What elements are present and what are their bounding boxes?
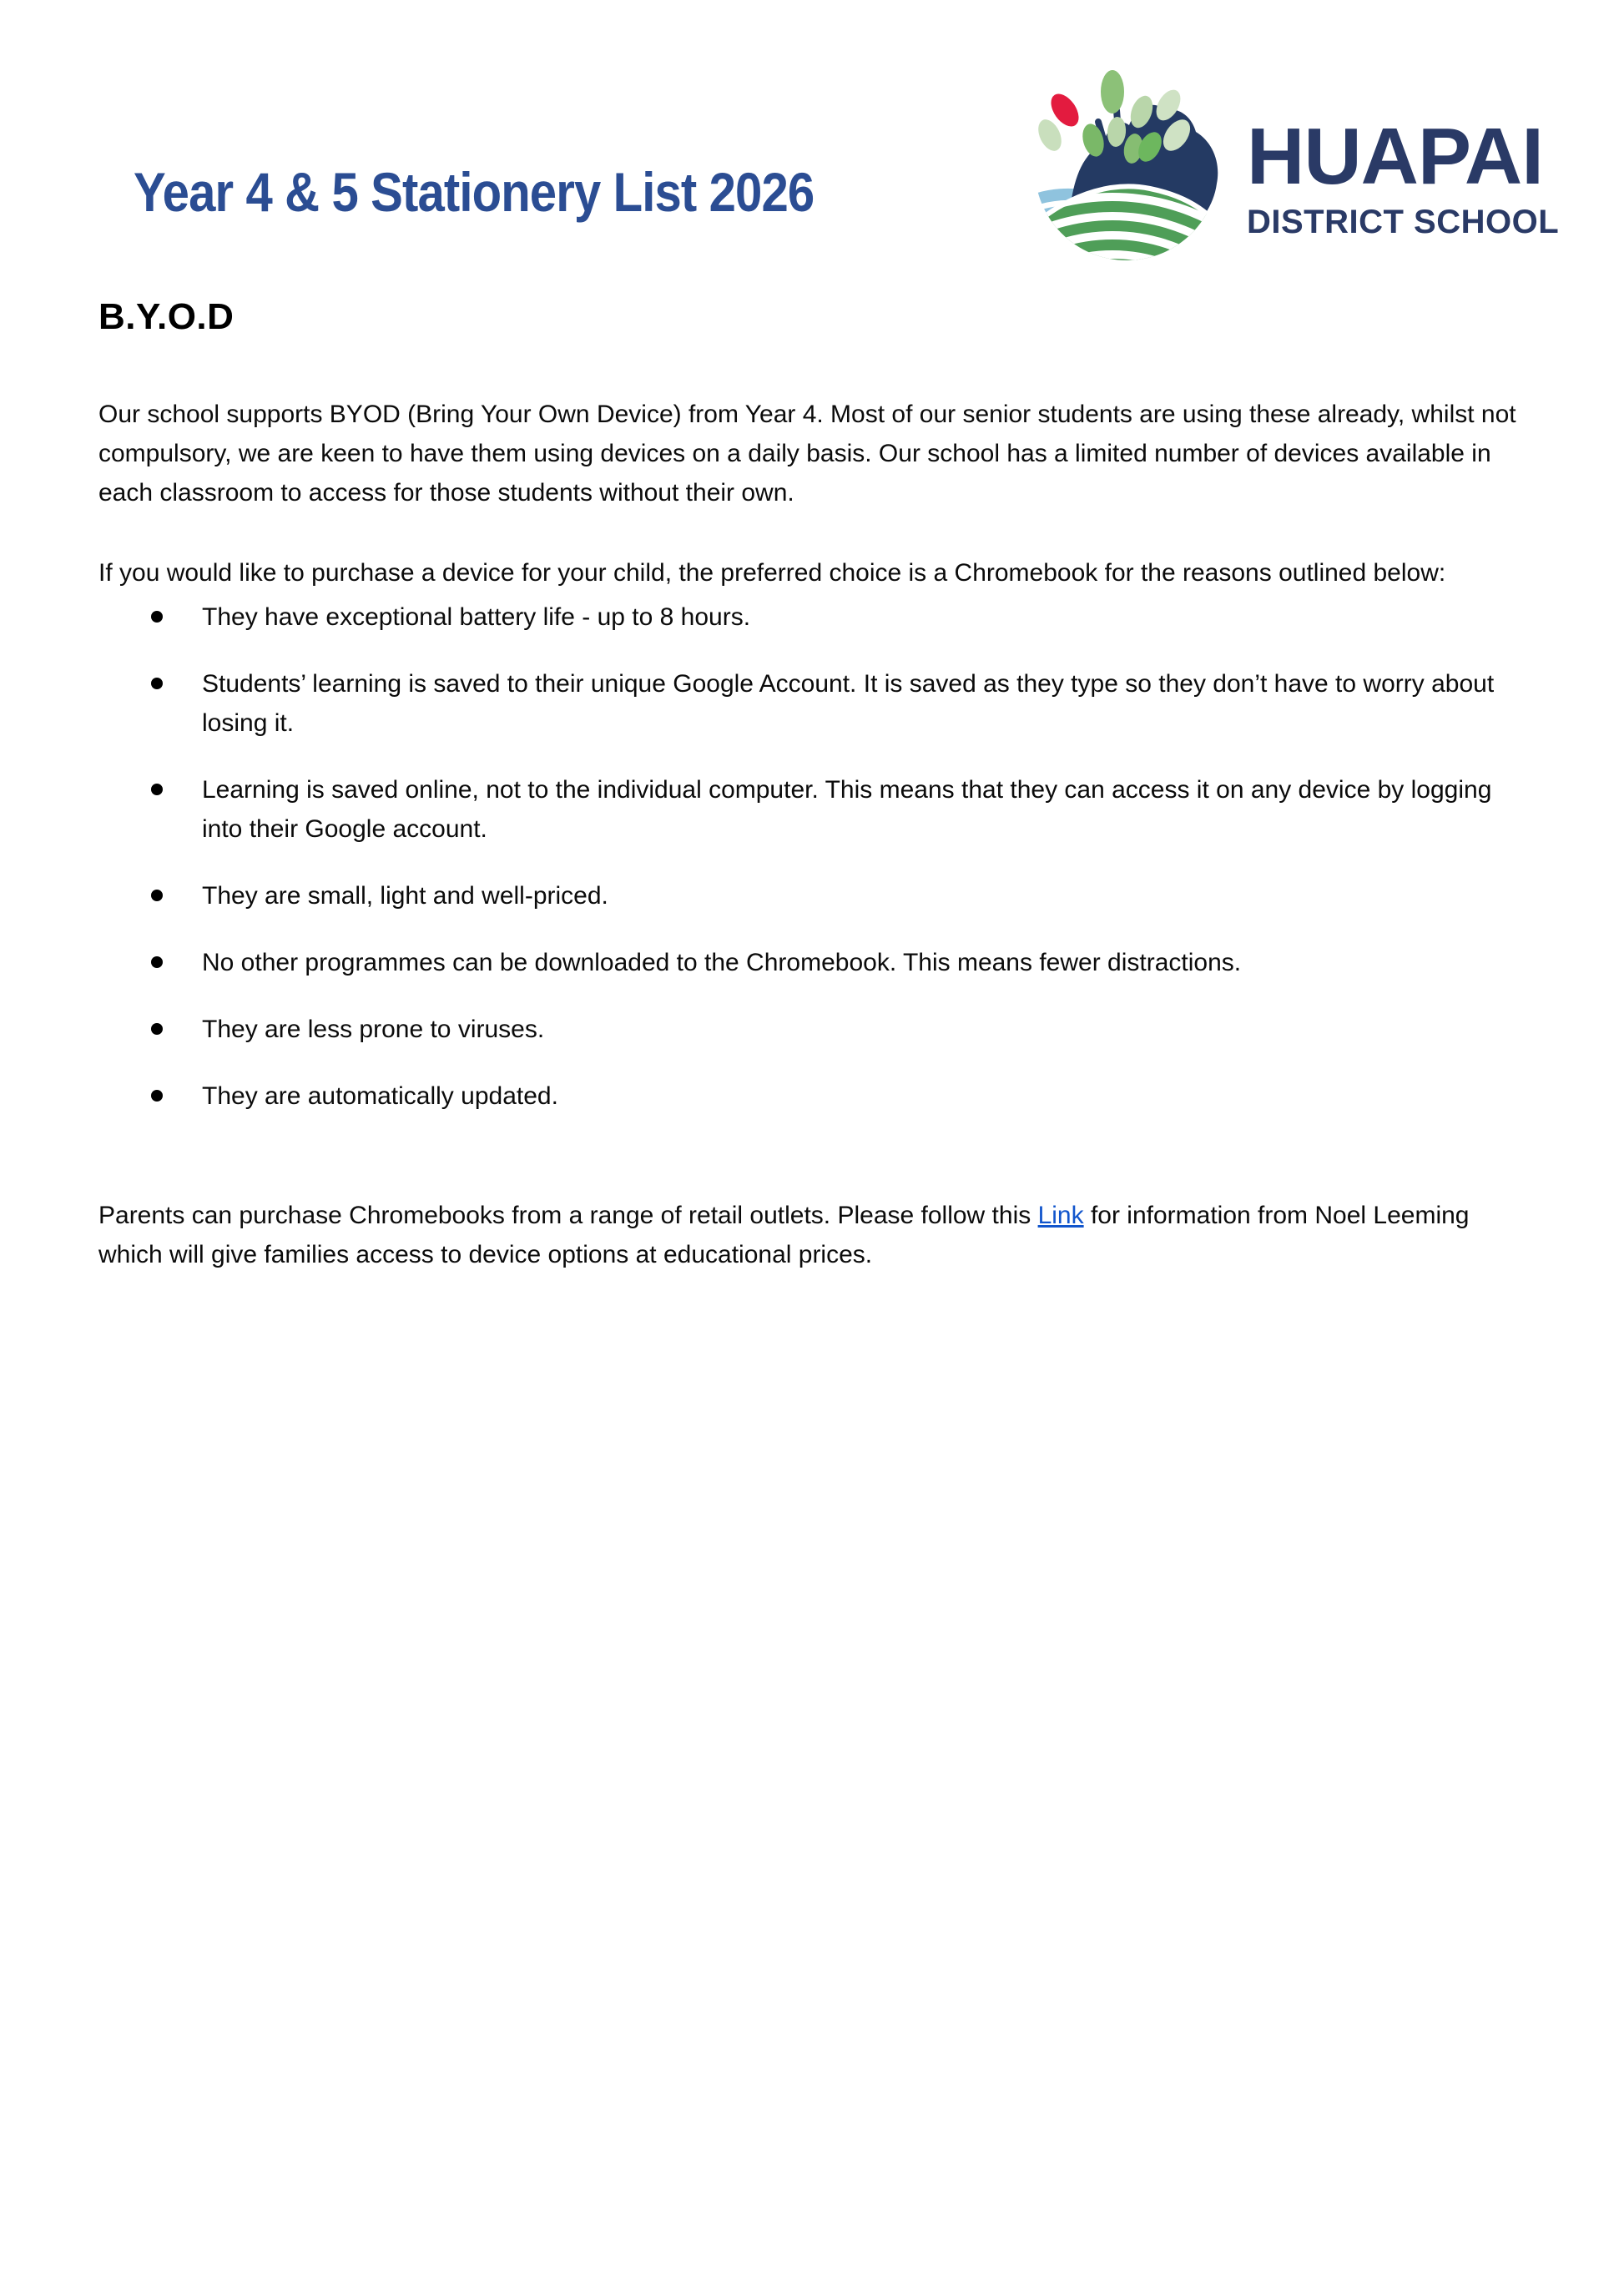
bullet-icon bbox=[151, 678, 163, 689]
list-item-text: They are automatically updated. bbox=[202, 1082, 558, 1110]
list-item bbox=[202, 1076, 1531, 1116]
bullet-icon bbox=[151, 611, 163, 623]
school-logo-wordmark bbox=[1247, 112, 1560, 241]
logo-school-subtitle: DISTRICT SCHOOL bbox=[1247, 204, 1560, 240]
chromebook-benefits-list bbox=[98, 597, 1531, 1116]
list-item bbox=[202, 597, 1531, 637]
list-item bbox=[202, 943, 1531, 982]
list-item-text: Learning is saved online, not to the individual computer. This means that they can access it on any device by logging into their Google account. bbox=[202, 776, 1492, 843]
paragraph-purchase-info bbox=[98, 1196, 1531, 1274]
noel-leeming-link[interactable]: Link bbox=[1037, 1202, 1084, 1229]
list-item bbox=[202, 1010, 1531, 1049]
bullet-icon bbox=[151, 784, 163, 795]
section-heading-byod: B.Y.O.D bbox=[98, 296, 235, 337]
paragraph-byod-intro: Our school supports BYOD (Bring Your Own Device) from Year 4. Most of our senior students are using these already, whilst not compulsory, we are keen to have them using devices on a daily basis. Our school has a limited number of devices available in each classroom to access for those students without their own. bbox=[98, 401, 1516, 507]
page-title: Year 4 & 5 Stationery List 2026 bbox=[134, 161, 815, 223]
list-item bbox=[202, 770, 1531, 849]
bullet-icon bbox=[151, 1023, 163, 1035]
bullet-icon bbox=[151, 1090, 163, 1102]
paragraph-purchase-intro: If you would like to purchase a device for your child, the preferred choice is a Chromebook for the reasons outlined below: bbox=[98, 559, 1446, 587]
bullet-icon bbox=[151, 890, 163, 901]
document-body bbox=[0, 294, 1624, 1274]
document-header bbox=[0, 0, 1624, 267]
list-item-text: Students’ learning is saved to their unique Google Account. It is saved as they type so they don’t have to worry about losing it. bbox=[202, 670, 1495, 737]
school-logo bbox=[1033, 52, 1574, 265]
list-item bbox=[202, 664, 1531, 743]
school-emblem-icon bbox=[1033, 58, 1233, 267]
closing-text-before-link: Parents can purchase Chromebooks from a range of retail outlets. Please follow this bbox=[98, 1202, 1038, 1229]
list-item-text: They are small, light and well-priced. bbox=[202, 882, 608, 910]
list-item-text: They are less prone to viruses. bbox=[202, 1016, 545, 1043]
closing-text-after-link: for information from Noel Leeming which will give families access to device options at educational prices. bbox=[98, 1202, 1470, 1268]
list-item bbox=[202, 876, 1531, 915]
bullet-icon bbox=[151, 956, 163, 968]
list-item-text: No other programmes can be downloaded to the Chromebook. This means fewer distractions. bbox=[202, 949, 1242, 976]
list-item-text: They have exceptional battery life - up to 8 hours. bbox=[202, 603, 751, 631]
logo-school-name: HUAPAI bbox=[1247, 112, 1543, 201]
